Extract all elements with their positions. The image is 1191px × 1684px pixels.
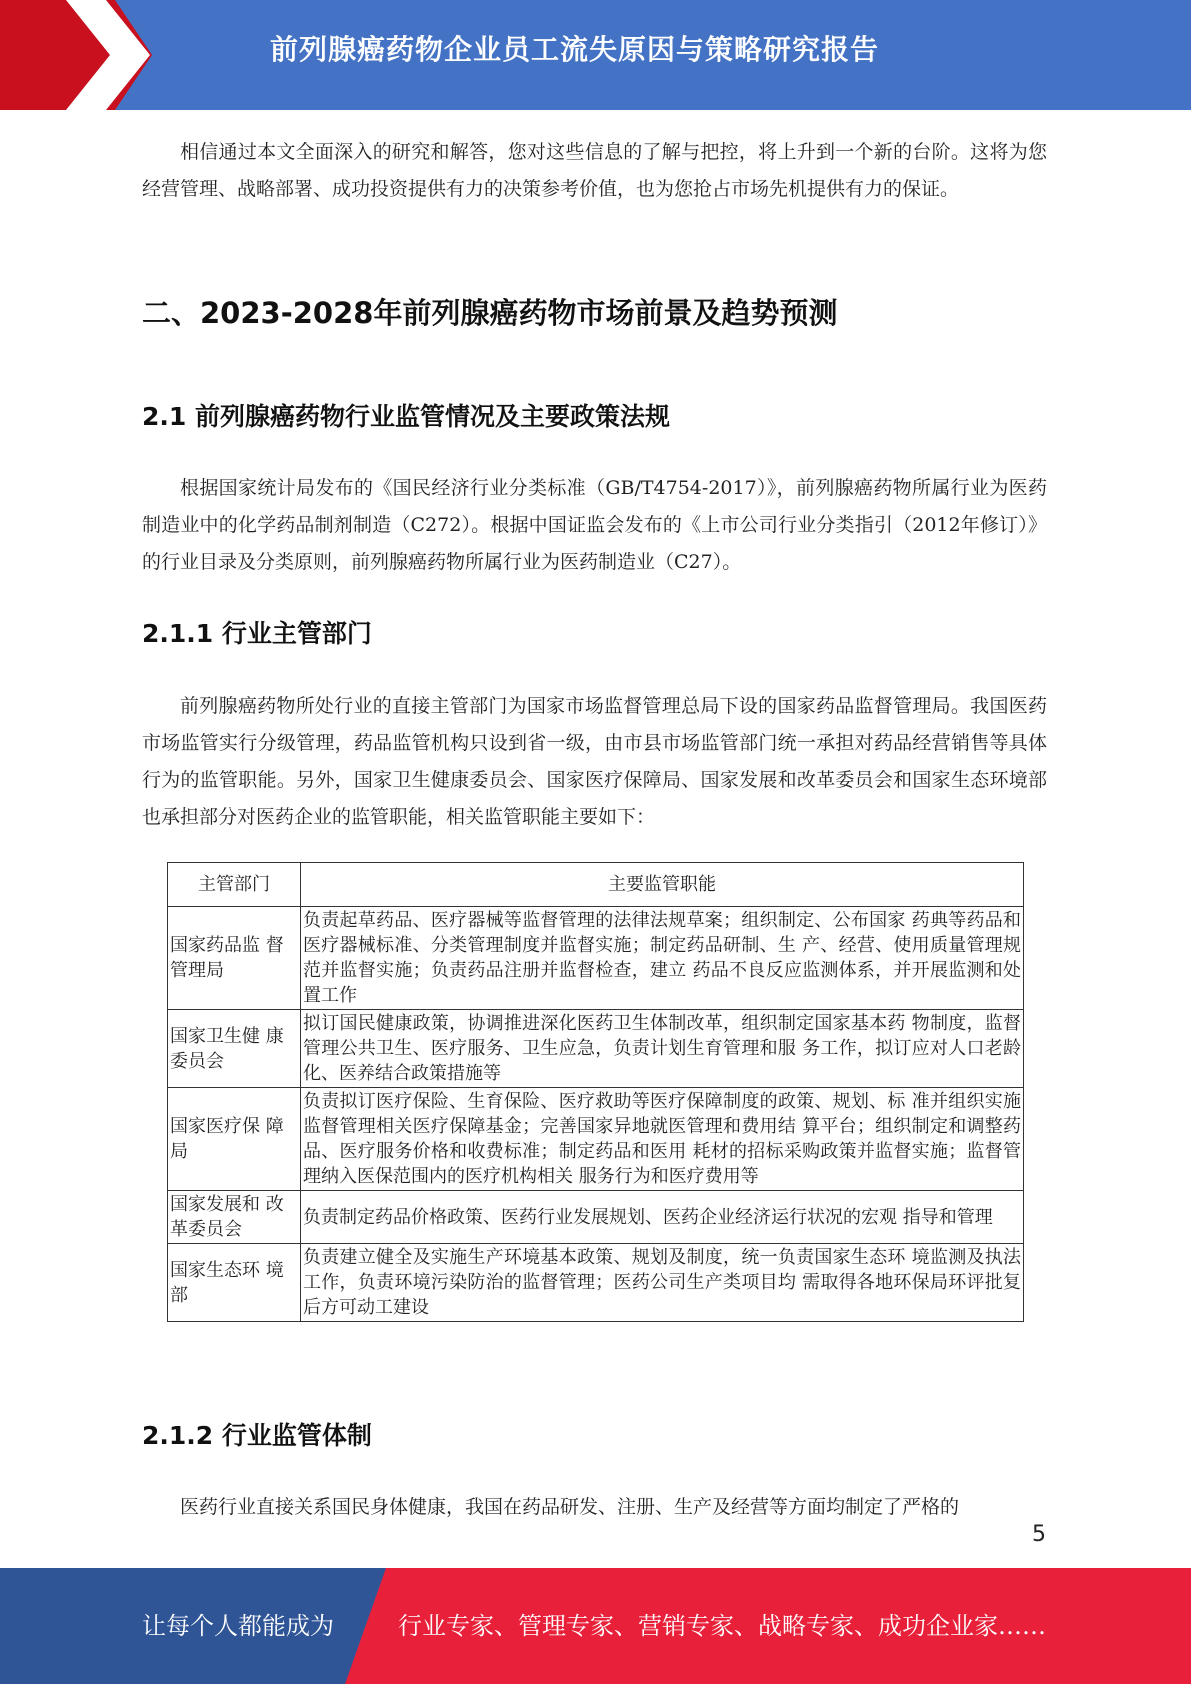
regulator-table (167, 862, 1024, 1322)
paragraph-2-1-1: 前列腺癌药物所处行业的直接主管部门为国家市场监督管理总局下设的国家药品监督管理局。我国医药市场监管实行分级管理，药品监管机构只设到省一级，由市县市场监管部门统一承担对药品经营销售等具体行为的监管职能。另外，国家卫生健康委员会、国家医疗保障局、国家发展和改革委员会和国家生态环境部也承担部分对医药企业的监管职能，相关监管职能主要如下： (142, 695, 1047, 828)
section-heading: 二、2023-2028年前列腺癌药物市场前景及趋势预测 (142, 296, 838, 330)
table-row (168, 907, 1024, 1010)
footer-banner (0, 1568, 1191, 1684)
table-cell-duty: 负责制定药品价格政策、医药行业发展规划、医药企业经济运行状况的宏观 指导和管理 (301, 1191, 1024, 1244)
table-header-duty: 主要监管职能 (301, 863, 1024, 907)
table-header-row (168, 863, 1024, 907)
table-cell-duty: 拟订国民健康政策，协调推进深化医药卫生体制改革，组织制定国家基本药 物制度，监督管理公共卫生、医疗服务、卫生应急，负责计划生育管理和服 务工作，拟订应对人口老龄化、医养结合政策措施等 (301, 1010, 1024, 1088)
table-cell-dept: 国家医疗保 障局 (168, 1088, 301, 1191)
footer-left-text: 让每个人都能成为 (142, 1612, 334, 1640)
footer-right-text: 行业专家、管理专家、营销专家、战略专家、成功企业家…… (398, 1612, 1046, 1640)
intro-section (142, 134, 1047, 208)
table-cell-dept: 国家生态环 境部 (168, 1244, 301, 1322)
header-title: 前列腺癌药物企业员工流失原因与策略研究报告 (270, 33, 880, 66)
paragraph-2-1-2: 医药行业直接关系国民身体健康，我国在药品研发、注册、生产及经营等方面均制定了严格的 (180, 1496, 960, 1518)
table-header-dept: 主管部门 (168, 863, 301, 907)
subsection-heading-2-1-2: 2.1.2 行业监管体制 (142, 1421, 372, 1450)
table-cell-duty: 负责拟订医疗保险、生育保险、医疗救助等医疗保障制度的政策、规划、标 准并组织实施监督管理相关医疗保障基金；完善国家异地就医管理和费用结 算平台；组织制定和调整药品、医疗服务价格和收费标准；制定药品和医用 耗材的招标采购政策并监督实施；监督管理纳入医保范围内的医疗机构相关 服务行为和医疗费用等 (301, 1088, 1024, 1191)
subsection-2-1-2-body (142, 1489, 1047, 1526)
page-number: 5 (1032, 1522, 1046, 1547)
table-cell-dept: 国家发展和 改革委员会 (168, 1191, 301, 1244)
table-cell-dept: 国家药品监 督管理局 (168, 907, 301, 1010)
header-banner (0, 0, 1191, 110)
table-cell-duty: 负责起草药品、医疗器械等监督管理的法律法规草案；组织制定、公布国家 药典等药品和医疗器械标准、分类管理制度并监督实施；制定药品研制、生 产、经营、使用质量管理规范并监督实施；负责药品注册并监督检查，建立 药品不良反应监测体系，并开展监测和处置工作 (301, 907, 1024, 1010)
table-cell-duty: 负责建立健全及实施生产环境基本政策、规划及制度，统一负责国家生态环 境监测及执法工作，负责环境污染防治的监督管理；医药公司生产类项目均 需取得各地环保局环评批复后方可动工建设 (301, 1244, 1024, 1322)
paragraph-2-1: 根据国家统计局发布的《国民经济行业分类标准（GB/T4754-2017）》，前列腺癌药物所属行业为医药制造业中的化学药品制剂制造（C272）。根据中国证监会发布的《上市公司行业分类指引（2012年修订）》的行业目录及分类原则，前列腺癌药物所属行业为医药制造业（C27）。 (142, 477, 1047, 573)
subsection-2-1-body (142, 470, 1047, 581)
table-row (168, 1088, 1024, 1191)
intro-paragraph: 相信通过本文全面深入的研究和解答，您对这些信息的了解与把控，将上升到一个新的台阶。这将为您经营管理、战略部署、成功投资提供有力的决策参考价值，也为您抢占市场先机提供有力的保证。 (142, 141, 1047, 200)
subsection-2-1-1-body (142, 688, 1047, 836)
table-cell-dept: 国家卫生健 康委员会 (168, 1010, 301, 1088)
subsection-heading-2-1-1: 2.1.1 行业主管部门 (142, 619, 372, 648)
table-row (168, 1244, 1024, 1322)
subsection-heading-2-1: 2.1 前列腺癌药物行业监管情况及主要政策法规 (142, 402, 670, 431)
table-row (168, 1010, 1024, 1088)
table-row (168, 1191, 1024, 1244)
